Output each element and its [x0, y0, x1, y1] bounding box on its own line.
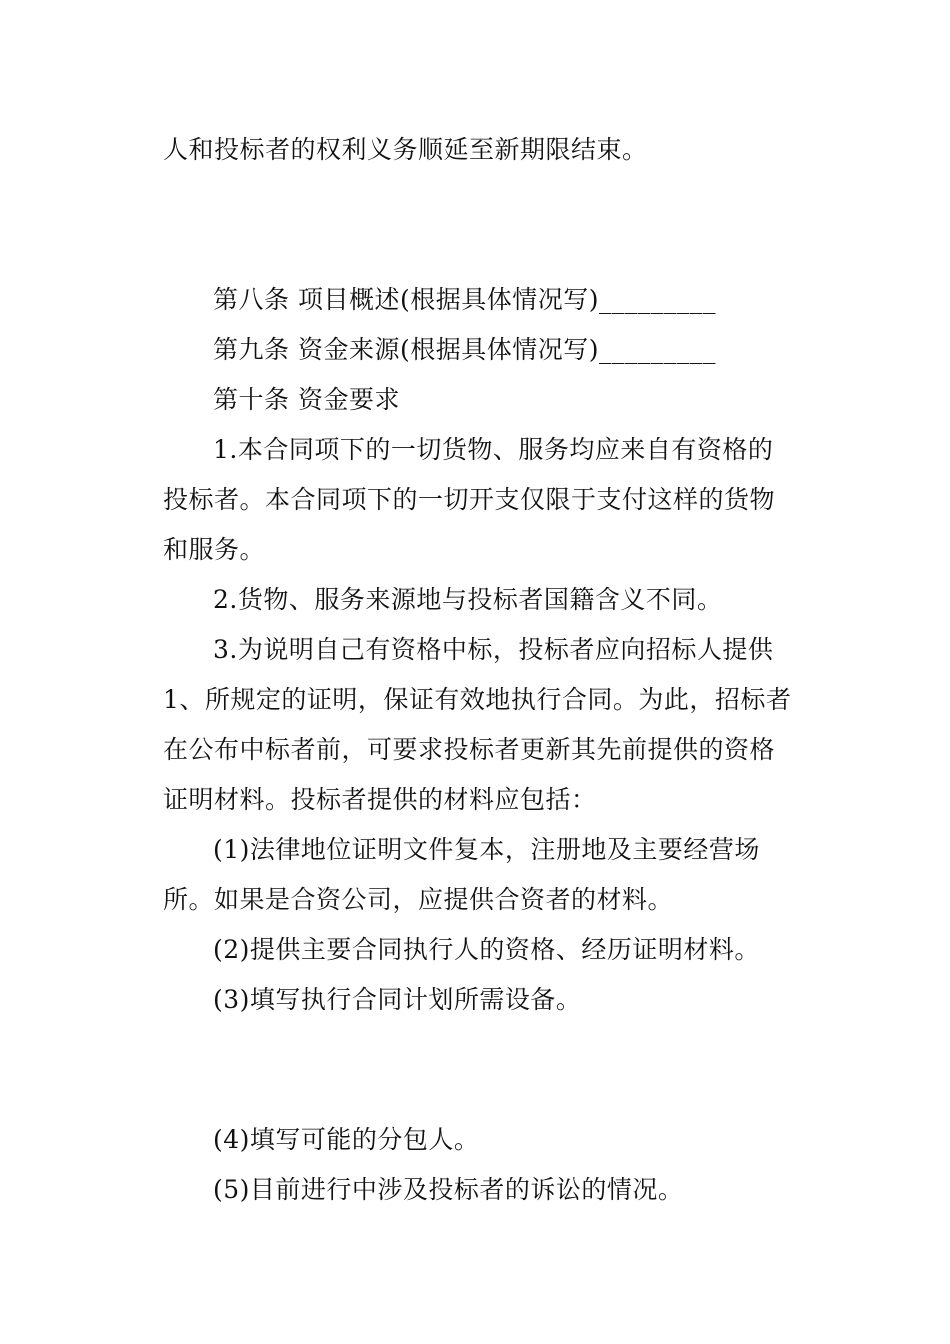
text-line: 在公布中标者前，可要求投标者更新其先前提供的资格 [163, 735, 776, 764]
article-10-heading: 第十条 资金要求 [213, 385, 400, 414]
text-line: 人和投标者的权利义务顺延至新期限结束。 [163, 135, 648, 164]
text-line: 和服务。 [163, 535, 266, 564]
article-9-heading: 第九条 资金来源(根据具体情况写)_________ [213, 335, 716, 364]
text-line: 2.货物、服务来源地与投标者国籍含义不同。 [213, 585, 723, 614]
text-line: (4)填写可能的分包人。 [213, 1125, 480, 1154]
text-line: 3.为说明自己有资格中标，投标者应向招标人提供 [213, 635, 774, 664]
text-line: (1)法律地位证明文件复本，注册地及主要经营场 [213, 835, 760, 864]
article-8-heading: 第八条 项目概述(根据具体情况写)_________ [213, 285, 716, 314]
text-line: (3)填写执行合同计划所需设备。 [213, 985, 582, 1014]
text-line: 证明材料。投标者提供的材料应包括： [163, 785, 597, 814]
text-line: (2)提供主要合同执行人的资格、经历证明材料。 [213, 935, 760, 964]
text-line: (5)目前进行中涉及投标者的诉讼的情况。 [213, 1175, 684, 1204]
text-line: 所。如果是合资公司，应提供合资者的材料。 [163, 885, 674, 914]
text-line: 1、所规定的证明，保证有效地执行合同。为此，招标者 [163, 685, 792, 714]
text-line: 1.本合同项下的一切货物、服务均应来自有资格的 [213, 435, 774, 464]
text-line: 投标者。本合同项下的一切开支仅限于支付这样的货物 [163, 485, 776, 514]
